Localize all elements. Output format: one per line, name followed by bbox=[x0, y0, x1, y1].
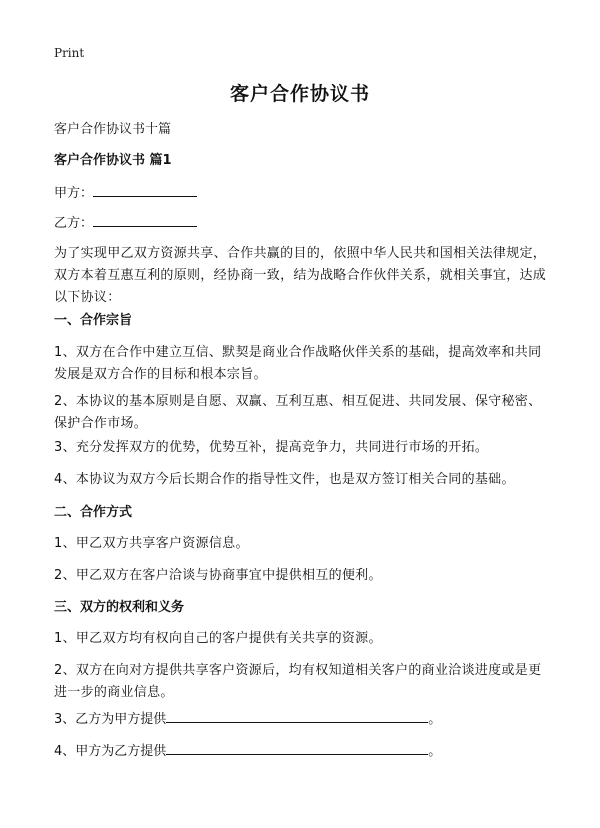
intro-paragraph: 为了实现甲乙双方资源共享、合作共赢的目的，依照中华人民共和国相关法律规定，双方本着互惠互利的原则，经协商一致，结为战略合作伙伴关系，就相关事宜，达成以下协议： bbox=[54, 246, 547, 305]
print-link[interactable]: Print bbox=[54, 46, 85, 60]
party-a-line bbox=[54, 181, 560, 205]
rights-item-3-period: 。 bbox=[428, 712, 442, 727]
party-a-blank bbox=[93, 181, 197, 197]
rights-item-2: 2、双方在向对方提供共享客户资源后，均有权知道相关客户的商业洽谈进度或是更进一步的商业信息。 bbox=[54, 663, 542, 700]
purpose-item-1: 1、双方在合作中建立互信、默契是商业合作战略伙伴关系的基础，提高效率和共同发展是双方合作的目标和根本宗旨。 bbox=[54, 345, 542, 382]
heading-cooperation-method: 二、合作方式 bbox=[54, 505, 133, 520]
party-b-blank bbox=[93, 211, 197, 227]
rights-item-4-period: 。 bbox=[428, 744, 442, 759]
method-item-1: 1、甲乙双方共享客户资源信息。 bbox=[54, 536, 249, 551]
method-item-2: 2、甲乙双方在客户洽谈与协商事宜中提供相互的便利。 bbox=[54, 568, 382, 583]
heading-rights-obligations: 三、双方的权利和义务 bbox=[54, 600, 185, 615]
purpose-item-2: 2、本协议的基本原则是自愿、双赢、互利互惠、相互促进、共同发展、保守秘密、保护合作市场。 bbox=[54, 394, 542, 431]
rights-item-3-blank bbox=[166, 707, 428, 723]
rights-item-3 bbox=[54, 707, 560, 731]
party-b-label: 乙方： bbox=[54, 216, 94, 231]
rights-item-4-blank bbox=[166, 739, 428, 755]
rights-item-1: 1、甲乙双方均有权向自己的客户提供有关共享的资源。 bbox=[54, 631, 382, 646]
rights-item-3-label: 3、乙方为甲方提供 bbox=[54, 712, 167, 727]
rights-item-4 bbox=[54, 739, 560, 763]
section-title: 客户合作协议书 篇1 bbox=[54, 153, 172, 168]
heading-cooperation-purpose: 一、合作宗旨 bbox=[54, 313, 133, 328]
document-subtitle: 客户合作协议书十篇 bbox=[54, 122, 172, 137]
purpose-item-3: 3、充分发挥双方的优势，优势互补，提高竞争力，共同进行市场的开拓。 bbox=[54, 440, 489, 455]
party-b-line bbox=[54, 211, 560, 235]
document-title: 客户合作协议书 bbox=[229, 83, 370, 105]
party-a-label: 甲方： bbox=[54, 186, 94, 201]
rights-item-4-label: 4、甲方为乙方提供 bbox=[54, 744, 167, 759]
purpose-item-4: 4、本协议为双方今后长期合作的指导性文件，也是双方签订相关合同的基础。 bbox=[54, 472, 515, 487]
